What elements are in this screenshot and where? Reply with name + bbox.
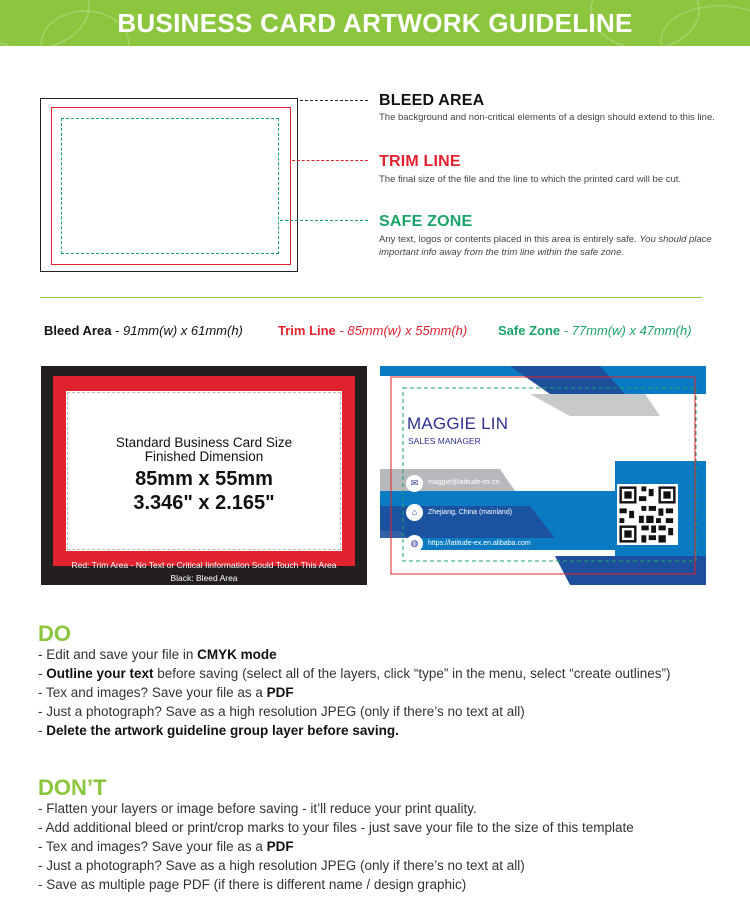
do-item: - Edit and save your file in CMYK mode xyxy=(38,647,277,662)
section-divider xyxy=(40,297,702,298)
safe-zone-box xyxy=(61,118,279,254)
safe-zone-desc: Any text, logos or contents placed in this area is entirely safe. You should place important info away from the trim line within the safe zone. xyxy=(379,234,712,258)
sample-business-card xyxy=(380,366,706,585)
card-name: MAGGIE LIN xyxy=(407,414,509,433)
safe-dimension: Safe Zone - 77mm(w) x 47mm(h) xyxy=(498,323,692,338)
header-banner xyxy=(0,0,750,46)
bleed-area-title: BLEED AREA xyxy=(379,92,485,109)
trim-line-title: TRIM LINE xyxy=(379,153,461,170)
do-item: - Delete the artwork guideline group layer before saving. xyxy=(38,723,399,738)
dont-item: - Just a photograph? Save as a high resolution JPEG (only if there’s no text at all) xyxy=(38,858,525,873)
card-role: SALES MANAGER xyxy=(408,436,481,446)
spec-size-in: 3.346" x 2.165" xyxy=(133,492,275,514)
dont-title: DON’T xyxy=(38,775,107,800)
spec-line-2: Finished Dimension xyxy=(144,449,264,464)
card-address: Zhejiang, China (mainland) xyxy=(428,509,513,516)
dont-item: - Save as multiple page PDF (if there is different name / design graphic) xyxy=(38,877,467,892)
qr-code-icon xyxy=(617,484,678,545)
do-title: DO xyxy=(38,621,71,646)
bleed-dimension: Bleed Area - 91mm(w) x 61mm(h) xyxy=(44,323,243,338)
dont-item: - Flatten your layers or image before saving - it’ll reduce your print quality. xyxy=(38,801,477,816)
trim-dimension: Trim Line - 85mm(w) x 55mm(h) xyxy=(278,323,468,338)
bleed-leader-line xyxy=(300,100,368,101)
trim-leader-line xyxy=(292,160,368,161)
bleed-area-desc: The background and non-critical elements of a design should extend to this line. xyxy=(379,112,715,123)
dont-item: - Tex and images? Save your file as a PDF xyxy=(38,839,294,854)
do-item: - Just a photograph? Save as a high resolution JPEG (only if there’s no text at all) xyxy=(38,704,525,719)
do-item: - Outline your text before saving (select all of the layers, click “type” in the menu, select “create outlines”) xyxy=(38,666,671,681)
spec-size-mm: 85mm x 55mm xyxy=(135,468,273,490)
bleed-diagram xyxy=(40,98,298,272)
dont-item: - Add additional bleed or print/crop marks to your files - just save your file to the size of this template xyxy=(38,820,634,835)
trim-line-desc: The final size of the file and the line to which the printed card will be cut. xyxy=(379,174,682,185)
trim-note: Red: Trim Area - No Text or Critical Iinformation Sould Touch This Area xyxy=(71,560,337,570)
spec-line-1: Standard Business Card Size xyxy=(115,435,293,450)
safe-leader-line xyxy=(280,220,368,221)
do-item: - Tex and images? Save your file as a PDF xyxy=(38,685,294,700)
card-website: https://latitude-ex.en.alibaba.com xyxy=(428,540,531,547)
card-graphics xyxy=(380,366,706,585)
bleed-note: Black: Bleed Area xyxy=(170,573,238,583)
card-email: maggie@latitude-ex.cn xyxy=(428,479,500,486)
mail-icon: ✉ xyxy=(406,475,423,492)
home-icon: ⌂ xyxy=(406,504,423,521)
spec-card xyxy=(41,366,367,585)
safe-zone-title: SAFE ZONE xyxy=(379,213,473,230)
page-title: BUSINESS CARD ARTWORK GUIDELINE xyxy=(117,8,633,38)
globe-icon: ◍ xyxy=(406,535,423,552)
